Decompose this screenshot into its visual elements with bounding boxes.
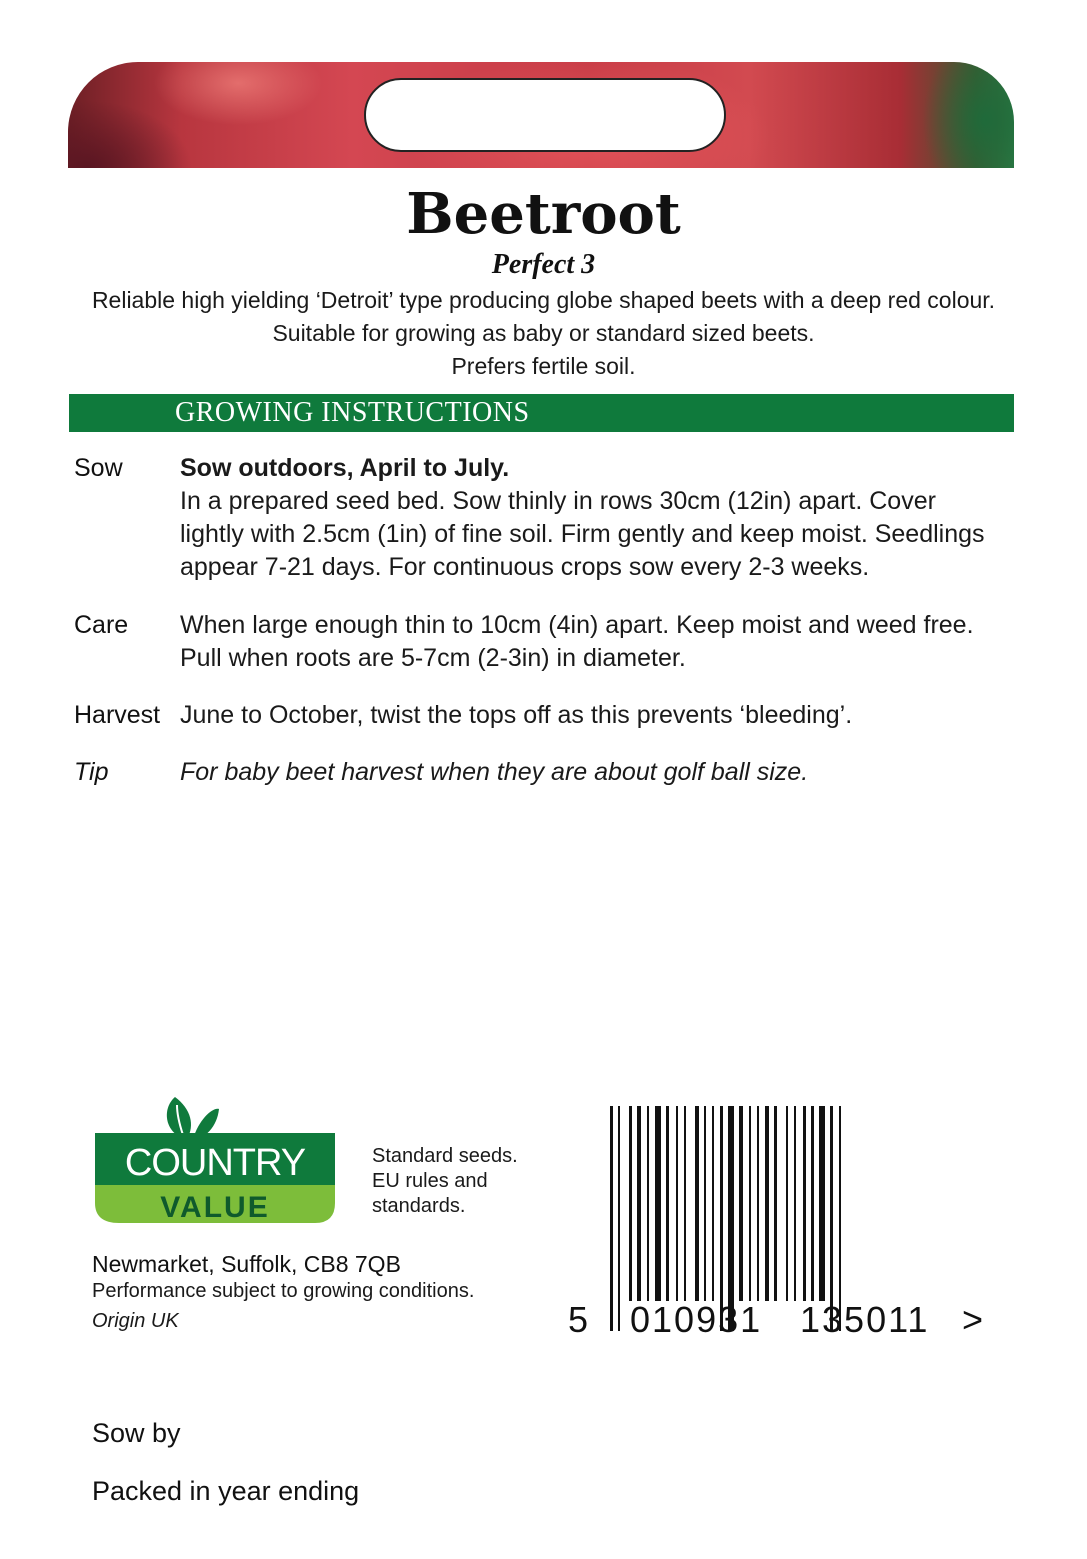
barcode-left-digits: 010931 [630, 1299, 763, 1340]
barcode-bar [637, 1106, 641, 1301]
logo-country-text: COUNTRY [124, 1142, 306, 1184]
barcode-bar [647, 1106, 649, 1301]
hang-hole [364, 78, 726, 152]
standards-text [372, 1144, 542, 1219]
growing-instructions-banner [69, 394, 1014, 432]
harvest-text: June to October, twist the tops off as this prevents ‘bleeding’. [180, 701, 853, 729]
barcode-bar [739, 1106, 743, 1301]
harvest-label: Harvest [74, 701, 161, 729]
company-address: Newmarket, Suffolk, CB8 7QB [92, 1251, 401, 1277]
tip-text: For baby beet harvest when they are about golf ball size. [180, 758, 809, 786]
barcode-bar [757, 1106, 759, 1301]
barcode-bar [811, 1106, 814, 1301]
barcode-bar [728, 1106, 734, 1331]
description-line-2: Suitable for growing as baby or standard sized beets. [272, 320, 815, 346]
barcode-marker: > [962, 1299, 984, 1340]
sow-line-2: lightly with 2.5cm (1in) of fine soil. Firm gently and keep moist. Seedlings [180, 520, 985, 548]
barcode-bar [618, 1106, 620, 1331]
barcode-bar [765, 1106, 769, 1301]
sow-label: Sow [74, 454, 123, 482]
barcode-bar [794, 1106, 796, 1301]
standards-line-3: standards. [372, 1195, 466, 1217]
tip-label: Tip [74, 758, 109, 786]
barcode-bar [786, 1106, 788, 1301]
standards-line-2: EU rules and [372, 1170, 488, 1192]
care-line-2: Pull when roots are 5-7cm (2-3in) in diameter. [180, 644, 686, 672]
barcode-bar [830, 1106, 833, 1331]
sow-by-label: Sow by [92, 1418, 181, 1448]
barcode-bars [610, 1106, 841, 1331]
barcode-bar [676, 1106, 678, 1301]
barcode [568, 1106, 990, 1340]
sow-line-3: appear 7-21 days. For continuous crops sow every 2-3 weeks. [180, 553, 870, 581]
barcode-bar [839, 1106, 841, 1331]
barcode-bar [819, 1106, 825, 1301]
barcode-bar [666, 1106, 669, 1301]
description-line-1: Reliable high yielding ‘Detroit’ type producing globe shaped beets with a deep red colour. [91, 287, 996, 313]
packed-label: Packed in year ending [92, 1476, 360, 1506]
barcode-bar [610, 1106, 613, 1331]
sow-lead: Sow outdoors, April to July. [180, 454, 510, 482]
banner-heading: GROWING INSTRUCTIONS [175, 397, 530, 428]
barcode-bar [629, 1106, 632, 1301]
logo-value-text: VALUE [160, 1191, 270, 1224]
leaf-icon [167, 1097, 219, 1139]
barcode-bar [720, 1106, 723, 1331]
barcode-bar [803, 1106, 806, 1301]
barcode-bar [695, 1106, 699, 1301]
barcode-bar [704, 1106, 706, 1301]
care-label: Care [74, 611, 129, 639]
barcode-bar [655, 1106, 661, 1301]
care-line-1: When large enough thin to 10cm (4in) apart. Keep moist and weed free. [180, 611, 974, 639]
barcode-first-digit: 5 [568, 1299, 589, 1340]
barcode-right-digits: 135011 [800, 1299, 930, 1340]
barcode-bar [749, 1106, 751, 1301]
barcode-bar [712, 1106, 714, 1301]
barcode-bar [684, 1106, 686, 1301]
origin-note: Origin UK [92, 1310, 179, 1332]
performance-note: Performance subject to growing conditions. [92, 1280, 475, 1302]
standards-line-1: Standard seeds. [372, 1145, 518, 1167]
product-title: Beetroot [406, 181, 681, 247]
variety-name: Perfect 3 [491, 249, 596, 280]
country-value-logo [95, 1095, 335, 1225]
description-line-3: Prefers fertile soil. [451, 353, 636, 379]
sow-line-1: In a prepared seed bed. Sow thinly in rows 30cm (12in) apart. Cover [180, 487, 936, 515]
barcode-bar [774, 1106, 777, 1301]
